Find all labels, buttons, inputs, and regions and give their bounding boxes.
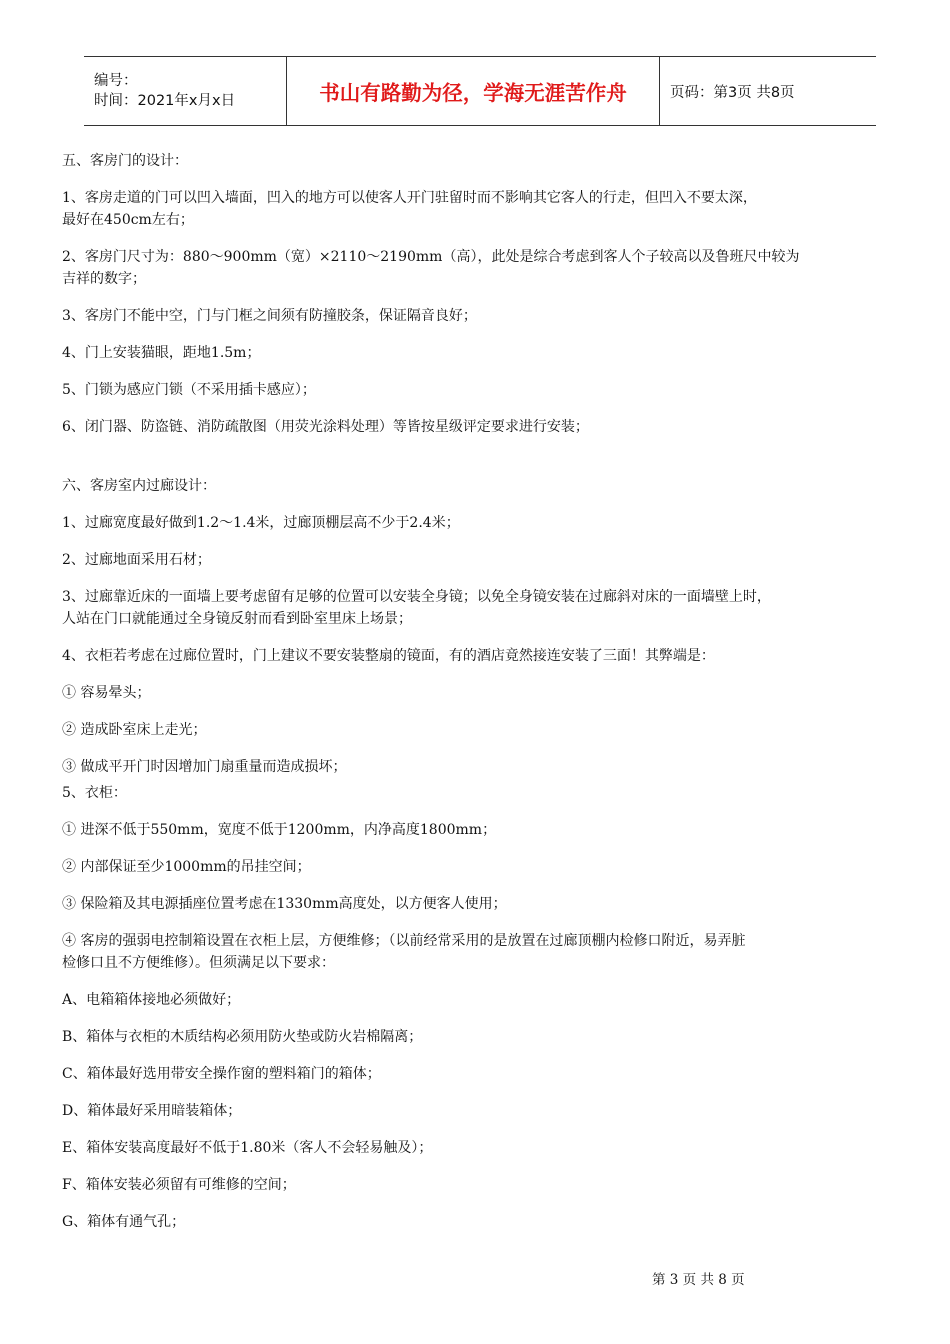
list-item: ① 容易晕头； (62, 685, 151, 701)
document-body (62, 150, 908, 1233)
paragraph: 6、闭门器、防盗链、消防疏散图（用荧光涂料处理）等皆按星级评定要求进行安装； (62, 419, 589, 435)
list-item: F、箱体安装必须留有可维修的空间； (62, 1177, 296, 1193)
header-page-info: 页码：第3页 共8页 (670, 84, 795, 101)
list-item: D、箱体最好采用暗装箱体； (62, 1103, 242, 1119)
paragraph: 3、过廊靠近床的一面墙上要考虑留有足够的位置可以安装全身镜；以免全身镜安装在过廊斜对床的一面墙壁上时， 人站在门口就能通过全身镜反射而看到卧室里床上场景； (62, 589, 771, 627)
list-item: ③ 保险箱及其电源插座位置考虑在1330mm高度处，以方便客人使用； (62, 896, 507, 912)
list-item: E、箱体安装高度最好不低于1.80米（客人不会轻易触及）； (62, 1140, 433, 1156)
list-item: ② 内部保证至少1000mm的吊挂空间； (62, 859, 311, 875)
section-heading-6: 六、客房室内过廊设计： (62, 478, 216, 494)
list-item: ③ 做成平开门时因增加门扇重量而造成损坏； (62, 759, 347, 775)
header-meta (84, 57, 286, 125)
page-header (84, 56, 876, 126)
list-item: ② 造成卧室床上走光； (62, 722, 207, 738)
paragraph: 5、门锁为感应门锁（不采用插卡感应）； (62, 382, 316, 398)
paragraph: 2、客房门尺寸为：880～900mm（宽）×2110～2190mm（高），此处是综合考虑到客人个子较高以及鲁班尺中较为 吉祥的数字； (62, 249, 800, 287)
paragraph: 1、过廊宽度最好做到1.2～1.4米，过廊顶棚层高不少于2.4米； (62, 515, 460, 531)
paragraph: 5、衣柜： (62, 785, 127, 801)
paragraph: 2、过廊地面采用石材； (62, 552, 211, 568)
paragraph: 4、门上安装猫眼，距地1.5m； (62, 345, 261, 361)
document-time-label: 时间：2021年x月x日 (94, 93, 236, 109)
list-item: ④ 客房的强弱电控制箱设置在衣柜上层，方便维修；（以前经常采用的是放置在过廊顶棚内检修口附近，易弄脏 检修口且不方便维修）。但须满足以下要求： (62, 933, 746, 971)
list-item: G、箱体有通气孔； (62, 1214, 186, 1230)
header-motto: 书山有路勤为径，学海无涯苦作舟 (286, 57, 660, 125)
list-item: A、电箱箱体接地必须做好； (62, 992, 241, 1008)
list-item: ① 进深不低于550mm，宽度不低于1200mm，内净高度1800mm； (62, 822, 497, 838)
paragraph: 4、衣柜若考虑在过廊位置时，门上建议不要安装整扇的镜面，有的酒店竟然接连安装了三面！其弊端是： (62, 648, 715, 664)
paragraph: 3、客房门不能中空，门与门框之间须有防撞胶条，保证隔音良好； (62, 308, 477, 324)
list-item: B、箱体与衣柜的木质结构必须用防火垫或防火岩棉隔离； (62, 1029, 423, 1045)
list-item: C、箱体最好选用带安全操作窗的塑料箱门的箱体； (62, 1066, 381, 1082)
document-number-label: 编号： (94, 73, 138, 89)
paragraph: 1、客房走道的门可以凹入墙面，凹入的地方可以使客人开门驻留时而不影响其它客人的行走，但凹入不要太深， 最好在450cm左右； (62, 190, 757, 228)
section-heading-5: 五、客房门的设计： (62, 153, 188, 169)
page-footer: 第 3 页 共 8 页 (652, 1272, 745, 1288)
